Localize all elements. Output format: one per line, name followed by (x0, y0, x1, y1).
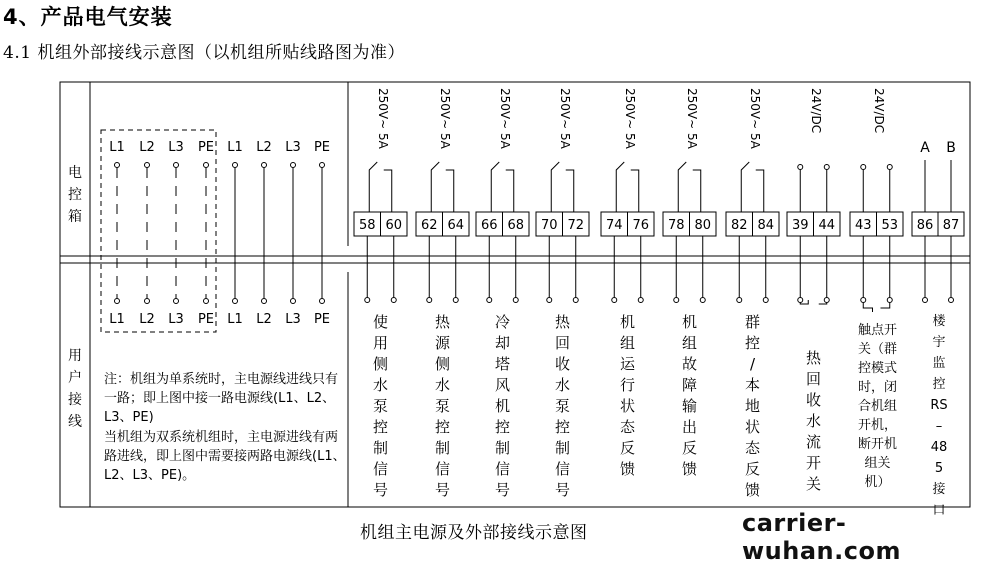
signal-description-char: 机 (619, 313, 635, 331)
signal-description-char: 水 (372, 376, 388, 394)
relay-contact-right (566, 170, 574, 212)
signal-description-char: 水 (554, 376, 570, 394)
note-text-dual-system: 当机组为双系统机组时，主电源进线有两路进线，即上图中需要接两路电源线(L1、L2、L3、PE)。 (104, 430, 346, 483)
signal-description-char: 行 (619, 376, 635, 394)
signal-description-char: 开 (805, 454, 821, 472)
signal-description-char: 泵 (554, 397, 570, 415)
terminal-number: 62 (420, 218, 438, 233)
signal-description-char: – (935, 419, 943, 434)
relay-contact-right (446, 170, 454, 212)
terminal-circle (320, 299, 325, 304)
rating-label: 250V~ 5A (558, 88, 572, 149)
terminal-circle (204, 299, 209, 304)
relay-contact-right (384, 170, 392, 212)
terminal-number: 43 (854, 218, 872, 233)
user-wiring-label-char: 接 (68, 392, 82, 408)
terminal-circle (174, 299, 179, 304)
relay-contact-right (631, 170, 639, 212)
signal-description-char: 制 (554, 439, 570, 457)
relay-contact-left (678, 162, 686, 212)
signal-description-char: 机 (494, 397, 510, 415)
signal-description-char: 口 (932, 503, 946, 518)
section-title: 4、产品电气安装 (3, 5, 173, 29)
signal-description-char: 热 (434, 313, 450, 331)
signal-description-line: 开机， (857, 418, 897, 433)
signal-description-char: 冷 (494, 313, 510, 331)
signal-description-char: 控 (932, 377, 946, 392)
terminal-circle (391, 298, 396, 303)
signal-description-line: 控模式 (857, 361, 897, 376)
terminal-circle (674, 298, 679, 303)
power-terminal-label-bottom: L2 (256, 312, 272, 327)
terminal-number: 86 (916, 218, 934, 233)
terminal-number: 70 (540, 218, 558, 233)
terminal-number: 72 (567, 218, 585, 233)
relay-contact-left (741, 162, 749, 212)
signal-description-char: 号 (372, 481, 388, 499)
signal-group (726, 88, 779, 303)
terminal-circle (204, 163, 209, 168)
signal-description-char: 反 (744, 460, 760, 478)
signal-group (354, 88, 407, 303)
power-terminal-label-bottom: L2 (139, 312, 155, 327)
signal-description-char: 地 (744, 397, 760, 415)
signal-description-char: / (749, 355, 756, 373)
signal-description-char: 流 (805, 433, 821, 451)
signal-description-char: 热 (554, 313, 570, 331)
terminal-circle (513, 298, 518, 303)
terminal-circle (798, 165, 803, 170)
signal-group (850, 88, 903, 312)
relay-contact-left (369, 162, 377, 212)
signal-description-char: 本 (744, 376, 760, 394)
power-terminal-label-bottom: L1 (227, 312, 243, 327)
terminal-circle (798, 298, 803, 303)
signal-description-line: 机） (864, 475, 891, 490)
signal-description-char: 号 (554, 481, 570, 499)
terminal-circle (487, 298, 492, 303)
rating-label: 250V~ 5A (438, 88, 452, 149)
signal-description-char: 号 (434, 481, 450, 499)
terminal-number: 60 (385, 218, 403, 233)
signal-description-char: 48 (930, 440, 948, 455)
terminal-circle (320, 163, 325, 168)
relay-contact-left (616, 162, 624, 212)
signal-description-char: 组 (619, 334, 635, 352)
power-terminal-label-top: L3 (285, 140, 301, 155)
terminal-number: 39 (791, 218, 809, 233)
signal-description-char: 5 (934, 461, 944, 476)
terminal-circle (262, 299, 267, 304)
signal-description-line: 触点开 (857, 323, 897, 338)
signal-description-char: 态 (744, 439, 760, 457)
figure-caption: 机组主电源及外部接线示意图 (360, 523, 588, 543)
top-label: B (946, 140, 956, 156)
terminal-circle (923, 298, 928, 303)
signal-description-char: 侧 (434, 355, 450, 373)
flow-switch-link (819, 303, 827, 304)
top-label: A (920, 140, 930, 156)
terminal-circle (233, 163, 238, 168)
terminal-circle (949, 298, 954, 303)
signal-terminals (354, 88, 964, 312)
terminal-circle (365, 298, 370, 303)
rating-label: 24V/DC (809, 88, 823, 134)
terminal-circle (453, 298, 458, 303)
signal-description-char: 水 (434, 376, 450, 394)
contact-link (881, 303, 890, 308)
terminal-circle (737, 298, 742, 303)
signal-description-char: 收 (554, 355, 570, 373)
terminal-circle (861, 298, 866, 303)
signal-description-char: 控 (554, 418, 570, 436)
signal-group (601, 88, 654, 303)
signal-description-line: 断开机 (857, 437, 897, 452)
power-terminal-label-top: L1 (227, 140, 243, 155)
signal-description-char: 风 (494, 376, 510, 394)
terminal-circle (887, 165, 892, 170)
terminal-circle (233, 299, 238, 304)
terminal-number: 80 (694, 218, 712, 233)
relay-contact-right (506, 170, 514, 212)
terminal-number: 68 (507, 218, 525, 233)
signal-description-char: 热 (805, 349, 821, 367)
relay-contact-left (551, 162, 559, 212)
user-wiring-label-char: 线 (68, 414, 82, 430)
signal-group (912, 140, 964, 303)
signal-description-char: 状 (619, 397, 635, 415)
signal-description-char: 出 (681, 418, 697, 436)
power-terminal-label-top: L2 (256, 140, 272, 155)
signal-description-char: 馈 (744, 481, 760, 499)
terminal-circle (700, 298, 705, 303)
power-terminal-label-bottom: L3 (285, 312, 301, 327)
rating-label: 24V/DC (872, 88, 886, 134)
rating-label: 250V~ 5A (376, 88, 390, 149)
user-wiring-label-char: 用 (68, 348, 82, 364)
signal-description-line: 时，闭 (857, 380, 897, 395)
terminal-circle (638, 298, 643, 303)
signal-group (663, 88, 716, 303)
signal-description-char: 态 (619, 418, 635, 436)
terminal-circle (291, 299, 296, 304)
signal-description-char: RS (930, 398, 948, 413)
signal-description-char: 用 (372, 334, 388, 352)
rating-label: 250V~ 5A (498, 88, 512, 149)
terminal-number: 53 (881, 218, 899, 233)
signal-description-char: 故 (681, 355, 697, 373)
terminal-number: 82 (730, 218, 748, 233)
signal-description-char: 障 (681, 376, 697, 394)
terminal-circle (145, 163, 150, 168)
signal-description-line: 合机组 (857, 399, 897, 414)
terminal-number: 84 (757, 218, 775, 233)
terminal-circle (262, 163, 267, 168)
terminal-circle (887, 298, 892, 303)
terminal-number: 64 (447, 218, 465, 233)
signal-description-char: 却 (494, 334, 510, 352)
terminal-number: 66 (480, 218, 498, 233)
terminal-number: 58 (358, 218, 376, 233)
signal-description-char: 楼 (932, 314, 946, 329)
signal-group (536, 88, 589, 303)
signal-description-char: 源 (434, 334, 450, 352)
terminal-circle (824, 165, 829, 170)
signal-description-char: 反 (681, 439, 697, 457)
power-terminal-label-top: L3 (168, 140, 184, 155)
terminal-circle (115, 299, 120, 304)
power-terminal-label-top: L1 (109, 140, 125, 155)
signal-description-char: 回 (805, 370, 821, 388)
signal-description-char: 收 (805, 391, 821, 409)
signal-description-line: 关（群 (857, 342, 897, 357)
signal-description-line: 组关 (864, 456, 891, 471)
signal-description-char: 泵 (434, 397, 450, 415)
user-wiring-label-char: 户 (68, 370, 82, 386)
signal-description-char: 制 (434, 439, 450, 457)
terminal-number: 74 (605, 218, 623, 233)
control-box-label-char: 箱 (68, 209, 82, 225)
signal-description-char: 宇 (932, 335, 946, 350)
power-terminal-label-top: PE (313, 140, 331, 155)
power-terminal-label-bottom: PE (313, 312, 331, 327)
signal-description-char: 控 (434, 418, 450, 436)
signal-group (416, 88, 469, 303)
power-terminal-label-bottom: PE (197, 312, 215, 327)
signal-description-char: 关 (805, 475, 821, 493)
watermark: carrier-wuhan.com (742, 509, 901, 565)
signal-description-char: 组 (681, 334, 697, 352)
relay-contact-left (491, 162, 499, 212)
signal-group (787, 88, 840, 304)
terminal-number: 78 (667, 218, 685, 233)
signal-group (476, 88, 529, 303)
signal-description-char: 泵 (372, 397, 388, 415)
signal-description-char: 群 (744, 313, 760, 331)
signal-description-char: 信 (554, 460, 570, 478)
power-terminals (101, 130, 330, 332)
signal-description-char: 输 (681, 397, 697, 415)
control-box-label-char: 电 (68, 165, 82, 181)
signal-description-char: 控 (744, 334, 760, 352)
signal-description-char: 信 (372, 460, 388, 478)
signal-description-char: 控 (372, 418, 388, 436)
signal-description-char: 水 (805, 412, 821, 430)
signal-description-char: 号 (494, 481, 510, 499)
subsection-title: 4.1 机组外部接线示意图（以机组所贴线路图为准） (3, 43, 405, 63)
terminal-circle (427, 298, 432, 303)
relay-contact-left (431, 162, 439, 212)
contact-link (863, 303, 872, 312)
relay-contact-right (756, 170, 764, 212)
terminal-number: 76 (632, 218, 650, 233)
signal-description-char: 运 (619, 355, 635, 373)
terminal-circle (145, 299, 150, 304)
signal-description-char: 回 (554, 334, 570, 352)
terminal-circle (291, 163, 296, 168)
signal-description-char: 制 (372, 439, 388, 457)
terminal-number: 44 (818, 218, 836, 233)
terminal-circle (824, 298, 829, 303)
relay-contact-right (693, 170, 701, 212)
signal-description-char: 控 (494, 418, 510, 436)
signal-description-char: 反 (619, 439, 635, 457)
terminal-circle (115, 163, 120, 168)
power-terminal-label-bottom: L1 (109, 312, 125, 327)
terminal-number: 87 (942, 218, 960, 233)
signal-description-char: 监 (932, 356, 946, 371)
signal-description-char: 馈 (619, 460, 635, 478)
signal-description-char: 馈 (681, 460, 697, 478)
signal-description-char: 使 (372, 313, 388, 331)
rating-label: 250V~ 5A (685, 88, 699, 149)
rating-label: 250V~ 5A (748, 88, 762, 149)
terminal-circle (573, 298, 578, 303)
power-terminal-label-top: PE (197, 140, 215, 155)
signal-description-char: 制 (494, 439, 510, 457)
power-terminal-label-top: L2 (139, 140, 155, 155)
signal-description-char: 信 (434, 460, 450, 478)
signal-description-char: 接 (932, 482, 946, 497)
signal-description-char: 信 (494, 460, 510, 478)
signal-description-char: 侧 (372, 355, 388, 373)
terminal-circle (763, 298, 768, 303)
terminal-circle (861, 165, 866, 170)
terminal-circle (612, 298, 617, 303)
signal-description-char: 机 (681, 313, 697, 331)
control-box-label-char: 控 (68, 187, 82, 203)
power-terminal-label-bottom: L3 (168, 312, 184, 327)
rating-label: 250V~ 5A (623, 88, 637, 149)
signal-description-char: 状 (744, 418, 760, 436)
signal-description-char: 塔 (494, 355, 510, 373)
note-text-single-system: 注：机组为单系统时，主电源线进线只有一路；即上图中接一路电源线(L1、L2、L3、PE) (104, 372, 339, 425)
terminal-circle (174, 163, 179, 168)
terminal-circle (547, 298, 552, 303)
